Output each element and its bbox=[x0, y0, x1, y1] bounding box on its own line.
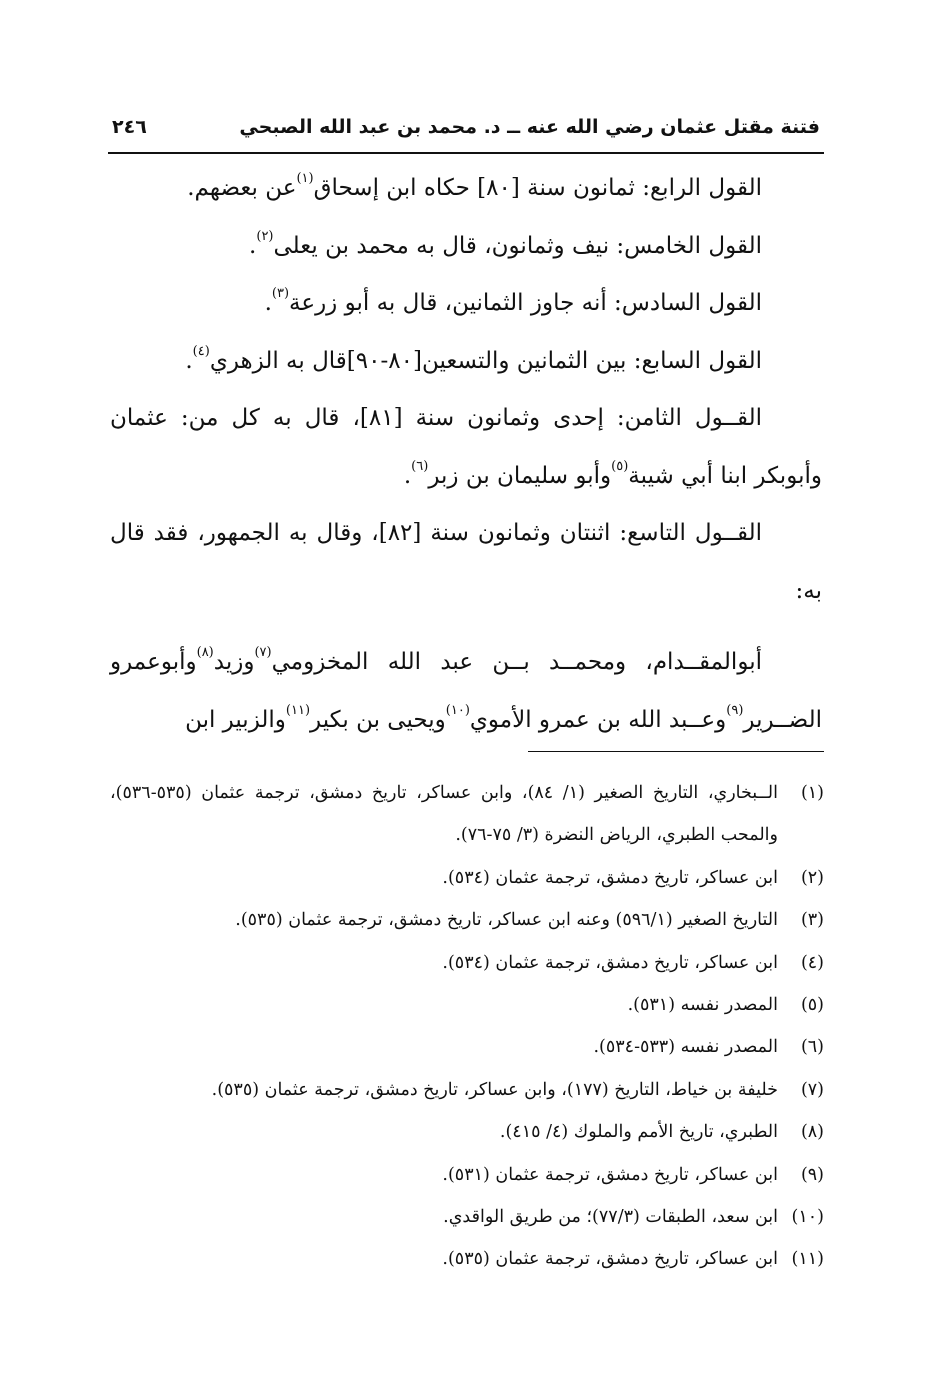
footnote-ref[interactable]: (٨) bbox=[196, 645, 214, 660]
footnote-ref[interactable]: (٤) bbox=[192, 343, 210, 359]
footnote-item bbox=[110, 1196, 824, 1238]
footnote-text: التاريخ الصغير (٥٩٦/١) وعنه ابن عساكر، تاريخ دمشق، ترجمة عثمان (٥٣٥). bbox=[235, 910, 778, 931]
footnote-text: الطبري، تاريخ الأمم والملوك (٤/ ٤١٥). bbox=[499, 1122, 778, 1143]
footnote-number: (١) bbox=[800, 783, 824, 803]
footnote-ref[interactable]: (١) bbox=[296, 171, 314, 186]
footnotes bbox=[110, 772, 824, 1281]
footnote-ref[interactable]: (٧) bbox=[254, 645, 272, 660]
running-title: فتنة مقتل عثمان رضي الله عنه ــ د. محمد بن عبد الله الصبحي bbox=[239, 116, 820, 138]
footnote-ref[interactable]: (٥) bbox=[611, 458, 629, 474]
footnote-number: (٨) bbox=[800, 1122, 824, 1143]
footnote-number: (٢) bbox=[800, 867, 824, 888]
footnote-ref[interactable]: (١٠) bbox=[445, 702, 470, 718]
footnote-number: (١١) bbox=[791, 1249, 824, 1270]
footnote-text: ابن عساكر، تاريخ دمشق، ترجمة عثمان (٥٣٥). bbox=[442, 1249, 778, 1270]
footnote-text: ابن عساكر، تاريخ دمشق، ترجمة عثمان (٥٣٤). bbox=[442, 867, 778, 888]
footnote-text: ابن سعد، الطبقات (٧٧/٣)؛ من طريق الواقدي. bbox=[443, 1207, 778, 1228]
footnote-item bbox=[110, 1154, 824, 1196]
footnote-text: خليفة بن خياط، التاريخ (١٧٧)، وابن عساكر، تاريخ دمشق، ترجمة عثمان (٥٣٥). bbox=[211, 1079, 778, 1100]
footnote-separator bbox=[528, 751, 824, 752]
footnote-number: (٧) bbox=[800, 1079, 824, 1100]
footnote-number: (١٠) bbox=[791, 1207, 824, 1228]
footnote-item bbox=[110, 857, 824, 899]
paragraph-6th-opinion: القول السادس: أنه جاوز الثمانين، قال به أبو زرعة$^{(٣)}$. bbox=[264, 286, 762, 316]
footnote-ref[interactable]: (٢) bbox=[256, 228, 274, 244]
footnote-text: الــبخاري، التاريخ الصغير (١/ ٨٤)، وابن عساكر، تاريخ دمشق، ترجمة عثمان (٥٣٥-٥٣٦)، والمحب الطبري، الرياض النضرة (٣/ ٧٥-٧٦). bbox=[110, 783, 778, 846]
footnote-text: المصدر نفسه (٥٣١). bbox=[627, 995, 778, 1016]
paragraph-8th-opinion: القــول الثامن: إحدى وثمانون سنة [٨١]، قال به كل من: عثمان وأبوبكر ابنا أبي شيبة$^{(٥)}$وأبو سليمان بن زبر$^{(٦)}$. bbox=[110, 405, 822, 489]
footnote-item bbox=[110, 1069, 824, 1111]
body-text bbox=[110, 160, 822, 749]
footnote-number: (٩) bbox=[800, 1164, 824, 1185]
footnote-number: (٤) bbox=[800, 952, 824, 973]
footnote-item bbox=[110, 1111, 824, 1153]
footnote-number: (٣) bbox=[800, 910, 824, 931]
paragraph-4th-opinion: القول الرابع: ثمانون سنة [٨٠] حكاه ابن إسحاق$^{(١)}$عن بعضهم. bbox=[187, 171, 762, 201]
footnote-ref[interactable]: (١١) bbox=[285, 702, 311, 718]
running-header bbox=[112, 116, 820, 150]
page-number: ٢٤٦ bbox=[112, 116, 147, 138]
footnote-number: (٦) bbox=[800, 1037, 824, 1058]
footnote-text: ابن عساكر، تاريخ دمشق، ترجمة عثمان (٥٣٤). bbox=[442, 952, 778, 973]
footnote-item bbox=[110, 772, 824, 857]
footnote-item bbox=[110, 1026, 824, 1068]
footnote-ref[interactable]: (٩) bbox=[726, 702, 744, 718]
footnote-ref[interactable]: (٦) bbox=[411, 458, 429, 474]
footnote-text: المصدر نفسه (٥٣٣-٥٣٤). bbox=[593, 1037, 778, 1058]
footnote-item bbox=[110, 942, 824, 984]
footnote-number: (٥) bbox=[800, 995, 824, 1016]
footnote-item bbox=[110, 1238, 824, 1280]
paragraph-9th-opinion: القــول التاسع: اثنتان وثمانون سنة [٨٢]، وقال به الجمهور، فقد قال به: bbox=[110, 520, 822, 604]
footnote-item bbox=[110, 899, 824, 941]
footnote-text: ابن عساكر، تاريخ دمشق، ترجمة عثمان (٥٣١). bbox=[442, 1164, 778, 1185]
footnote-ref[interactable]: (٣) bbox=[271, 286, 290, 301]
paragraph-7th-opinion: القول السابع: بين الثمانين والتسعين[٨٠-٩٠]قال به الزهري$^{(٤)}$. bbox=[185, 343, 762, 374]
header-rule bbox=[108, 152, 824, 154]
footnote-item bbox=[110, 984, 824, 1026]
paragraph-5th-opinion: القول الخامس: نيف وثمانون، قال به محمد بن يعلى$^{(٢)}$. bbox=[249, 228, 762, 259]
paragraph-narrators: أبوالمقــدام، ومحمــد بــن عبد الله المخزومي$^{(٧)}$وزيد$^{(٨)}$وأبوعمرو الضــرير$^{(٩)}$وعــبد الله بن عمرو الأموي$^{(١٠)}$ويحيى بن بكير$^{(١١)}$والزبير ابن bbox=[110, 645, 822, 733]
